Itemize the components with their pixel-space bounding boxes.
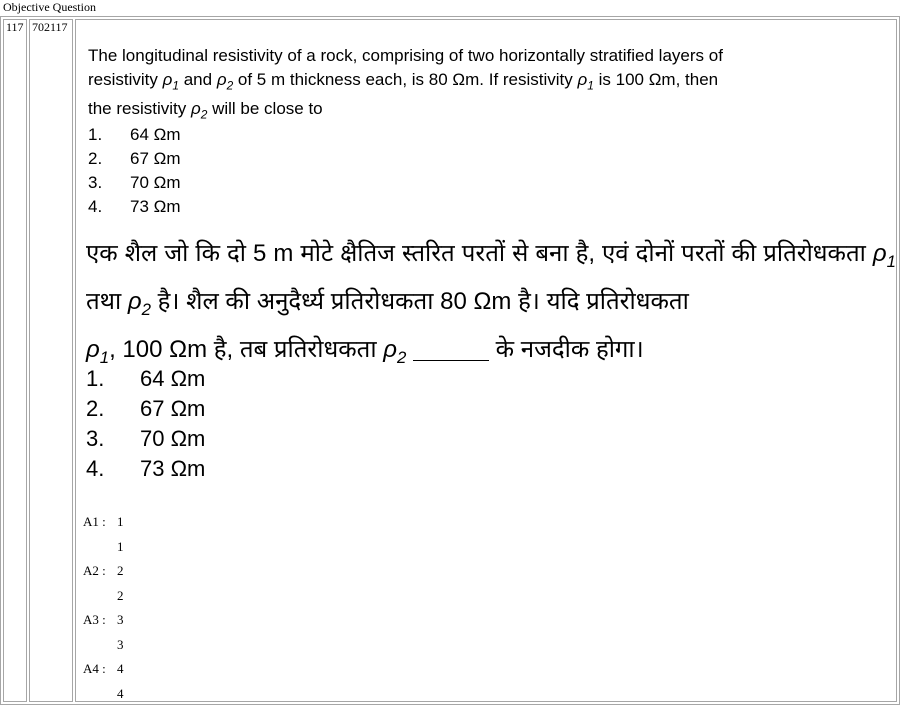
answer-repeat: 4 xyxy=(117,685,124,701)
option-text: 64 Ωm xyxy=(130,125,181,144)
question-content xyxy=(75,19,897,702)
answer-value: 1 xyxy=(117,514,124,529)
hindi-text-part: तथा xyxy=(86,287,128,315)
answer-repeat-row xyxy=(83,633,137,658)
option-text: 73 Ωm xyxy=(140,456,206,481)
option-row xyxy=(86,454,205,484)
answer-repeat-row xyxy=(83,535,137,560)
answer-repeat-row xyxy=(83,584,137,609)
answer-blank xyxy=(413,336,489,361)
option-row xyxy=(88,147,181,171)
option-text: 67 Ωm xyxy=(140,396,206,421)
question-row xyxy=(3,19,897,702)
option-number: 4. xyxy=(86,456,105,481)
question-type-label: Objective Question xyxy=(3,0,96,14)
answer-value: 3 xyxy=(117,612,124,627)
answer-repeat: 2 xyxy=(117,587,124,603)
hindi-question xyxy=(86,234,896,377)
answer-label: A3 : xyxy=(83,612,106,627)
option-text: 70 Ωm xyxy=(130,173,181,192)
english-question xyxy=(88,44,738,127)
option-number: 3. xyxy=(88,173,103,192)
hindi-text-part: के नजदीक होगा। xyxy=(495,335,644,363)
option-row xyxy=(86,364,205,394)
english-text-part: of 5 m thickness each, is 80 Ωm. If resistivity xyxy=(233,70,578,89)
option-number: 2. xyxy=(88,149,103,168)
option-text: 73 Ωm xyxy=(130,197,181,216)
rho-1: $\rho_1$ xyxy=(577,70,594,93)
option-text: 67 Ωm xyxy=(130,149,181,168)
answer-value: 4 xyxy=(117,661,124,676)
answer-label: A1 : xyxy=(83,514,106,529)
answer-label: A4 : xyxy=(83,661,106,676)
option-number: 2. xyxy=(86,396,105,421)
answer-row xyxy=(83,657,137,682)
question-id: 702117 xyxy=(29,19,73,702)
rho-2: $\rho_2$ xyxy=(383,335,407,367)
english-text-part: is 100 Ωm, then the resistivity xyxy=(88,70,719,119)
rho-1: $\rho_1$ xyxy=(162,70,179,93)
answer-row xyxy=(83,510,137,535)
option-number: 1. xyxy=(86,366,105,391)
question-number: 117 xyxy=(3,19,27,702)
option-row xyxy=(88,171,181,195)
hindi-text-part: है। शैल की अनुदैर्ध्य प्रतिरोधकता 80 Ωm है। यदि प्रतिरोधकता xyxy=(151,287,689,315)
option-row xyxy=(88,123,181,147)
question-table xyxy=(0,16,900,705)
answer-repeat: 3 xyxy=(117,636,124,652)
answer-repeat-row xyxy=(83,682,137,705)
answer-value: 2 xyxy=(117,563,124,578)
rho-2: $\rho_2$ xyxy=(127,287,151,319)
rho-2: $\rho_2$ xyxy=(190,99,208,122)
answer-label: A2 : xyxy=(83,563,106,578)
option-number: 4. xyxy=(88,197,103,216)
option-number: 1. xyxy=(88,125,103,144)
option-text: 64 Ωm xyxy=(140,366,206,391)
hindi-text-part: एक शैल जो कि दो 5 m मोटे क्षैतिज स्तरित परतों से बना है, एवं दोनों परतों की प्रतिरोधकता xyxy=(86,240,873,267)
answer-key xyxy=(83,510,137,705)
answer-repeat: 1 xyxy=(117,538,124,554)
english-options xyxy=(88,123,181,219)
hindi-text-part: , 100 Ωm है, तब प्रतिरोधकता xyxy=(109,335,384,363)
option-number: 3. xyxy=(86,426,105,451)
option-row xyxy=(86,424,205,454)
english-text-part: and xyxy=(179,70,217,89)
english-text-part: The longitudinal resistivity of a rock, comprising of two horizontally stratified layers of resistivity xyxy=(88,46,723,89)
answer-row xyxy=(83,608,137,633)
rho-2: $\rho_2$ xyxy=(216,70,234,93)
option-row xyxy=(88,195,181,219)
rho-1: $\rho_1$ xyxy=(86,335,110,367)
hindi-options xyxy=(86,364,205,484)
option-row xyxy=(86,394,205,424)
answer-row xyxy=(83,559,137,584)
rho-1: $\rho_1$ xyxy=(872,240,896,271)
english-text-part: will be close to xyxy=(207,99,323,119)
option-text: 70 Ωm xyxy=(140,426,206,451)
